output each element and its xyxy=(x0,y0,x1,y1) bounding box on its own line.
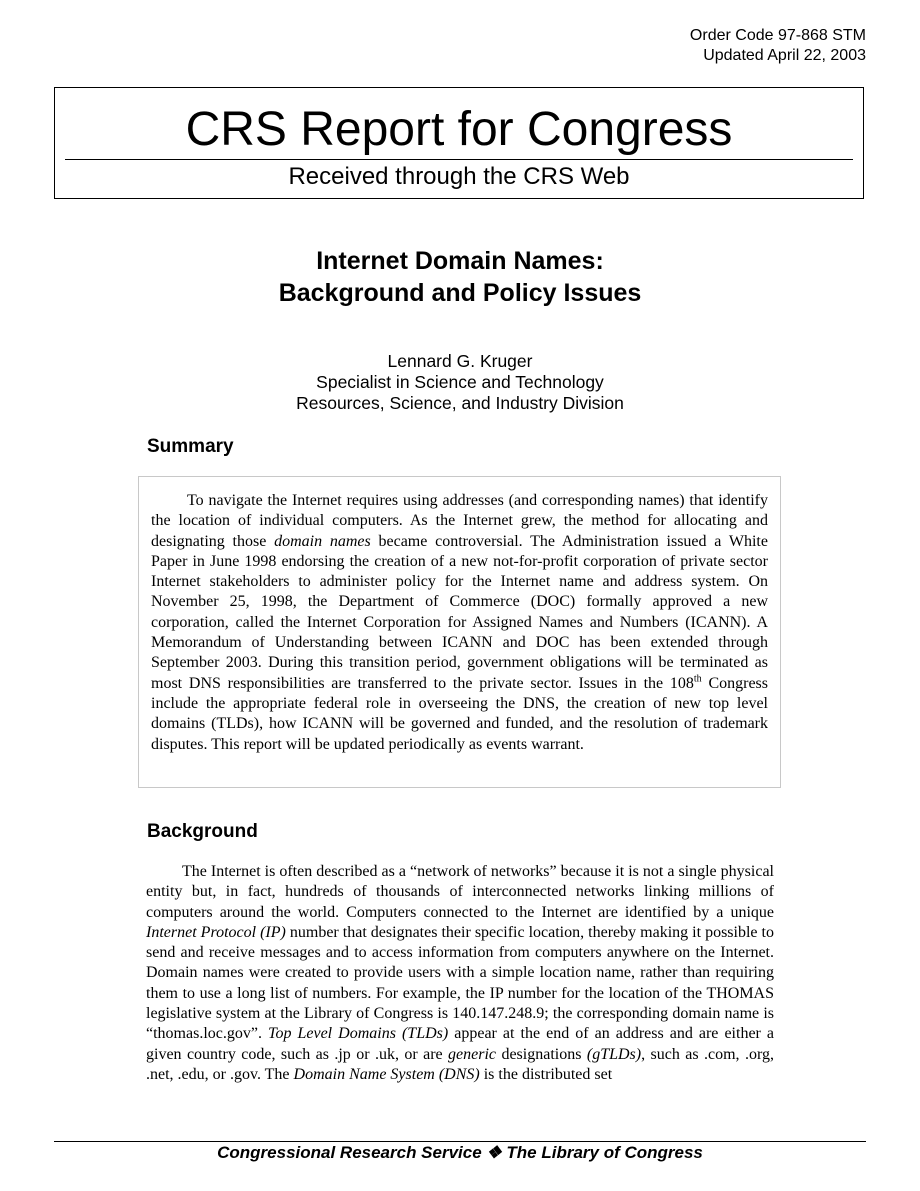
background-paragraph xyxy=(146,862,774,1085)
footer-separator-icon: ❖ xyxy=(486,1143,502,1162)
summary-box xyxy=(138,476,781,788)
order-code-block xyxy=(690,26,866,66)
title-line-2: Background and Policy Issues xyxy=(278,279,642,307)
author-name: Lennard G. Kruger xyxy=(387,351,533,371)
background-emphasis-generic: generic xyxy=(448,1045,497,1063)
author-division: Resources, Science, and Industry Division xyxy=(296,393,624,413)
summary-heading: Summary xyxy=(147,436,234,457)
summary-text-3: Congress include the appropriate federal role in overseeing the DNS, the creation of new top level domains (TLDs), how ICANN will be governed and funded, and the resolution of trademark disputes. This report will be updated periodically as events warrant. xyxy=(151,674,768,753)
summary-text-1: To navigate the Internet requires using addresses (and corresponding names) that identify the location of individual computers. As the Internet grew, the method for allocating and designating those xyxy=(151,492,768,550)
order-code: Order Code 97-868 STM xyxy=(689,27,866,44)
background-emphasis-tlds: Top Level Domains (TLDs) xyxy=(268,1025,449,1043)
updated-date: Updated April 22, 2003 xyxy=(703,47,866,64)
background-body xyxy=(146,862,774,1085)
title-line-1: Internet Domain Names: xyxy=(316,247,604,275)
background-emphasis-ip: Internet Protocol (IP) xyxy=(146,923,286,941)
footer-organization: Congressional Research Service xyxy=(217,1143,482,1162)
banner-subtitle: Received through the CRS Web xyxy=(288,163,630,190)
background-heading: Background xyxy=(147,821,258,842)
banner-divider xyxy=(65,159,853,160)
banner-title: CRS Report for Congress xyxy=(185,103,733,156)
report-banner xyxy=(54,87,864,199)
background-emphasis-dns: Domain Name System (DNS) xyxy=(293,1065,480,1083)
background-emphasis-gtlds: (gTLDs) xyxy=(586,1045,642,1063)
page-footer xyxy=(0,1142,920,1164)
document-title xyxy=(0,245,920,309)
background-text-1: The Internet is often described as a “network of networks” because it is not a single physical entity but, in fact, hundreds of thousands of interconnected networks linking millions of computers around the world. Computers connected to the Internet are identified by a unique xyxy=(146,863,774,921)
background-text-4: designations xyxy=(496,1045,587,1063)
author-block xyxy=(0,351,920,414)
summary-paragraph xyxy=(151,491,768,755)
summary-ordinal-superscript: th xyxy=(693,673,702,685)
background-text-6: is the distributed set xyxy=(479,1065,613,1083)
summary-emphasis-domain-names: domain names xyxy=(274,532,371,550)
footer-library: The Library of Congress xyxy=(506,1143,703,1162)
background-text-2: number that designates their specific location, thereby making it possible to send and receive messages and to access information from computers anywhere on the Internet. Domain names were created to provide users with a simple location name, rather than requiring them to use a long list of numbers. For example, the IP number for the location of the THOMAS legislative system at the Library of Congress is 140.147.248.9; the corresponding domain name is “thomas.loc.gov”. xyxy=(146,923,774,1043)
author-title: Specialist in Science and Technology xyxy=(316,372,604,392)
background-text-3: appear at the end of an address and are either a given country code, such as .jp or .uk, or are xyxy=(146,1025,775,1063)
summary-text-2: became controversial. The Administration issued a White Paper in June 1998 endorsing the creation of a new not-for-profit corporation of private sector Internet stakeholders to administer policy for the Internet name and address system. On November 25, 1998, the Department of Commerce (DOC) formally approved a new corporation, called the Internet Corporation for Assigned Names and Numbers (ICANN). A Memorandum of Understanding between ICANN and DOC has been extended through September 2003. During this transition period, government obligations will be terminated as most DNS responsibilities are transferred to the private sector. Issues in the 108 xyxy=(151,532,768,692)
background-text-5: , such as .com, .org, .net, .edu, or .gov. The xyxy=(146,1045,774,1083)
